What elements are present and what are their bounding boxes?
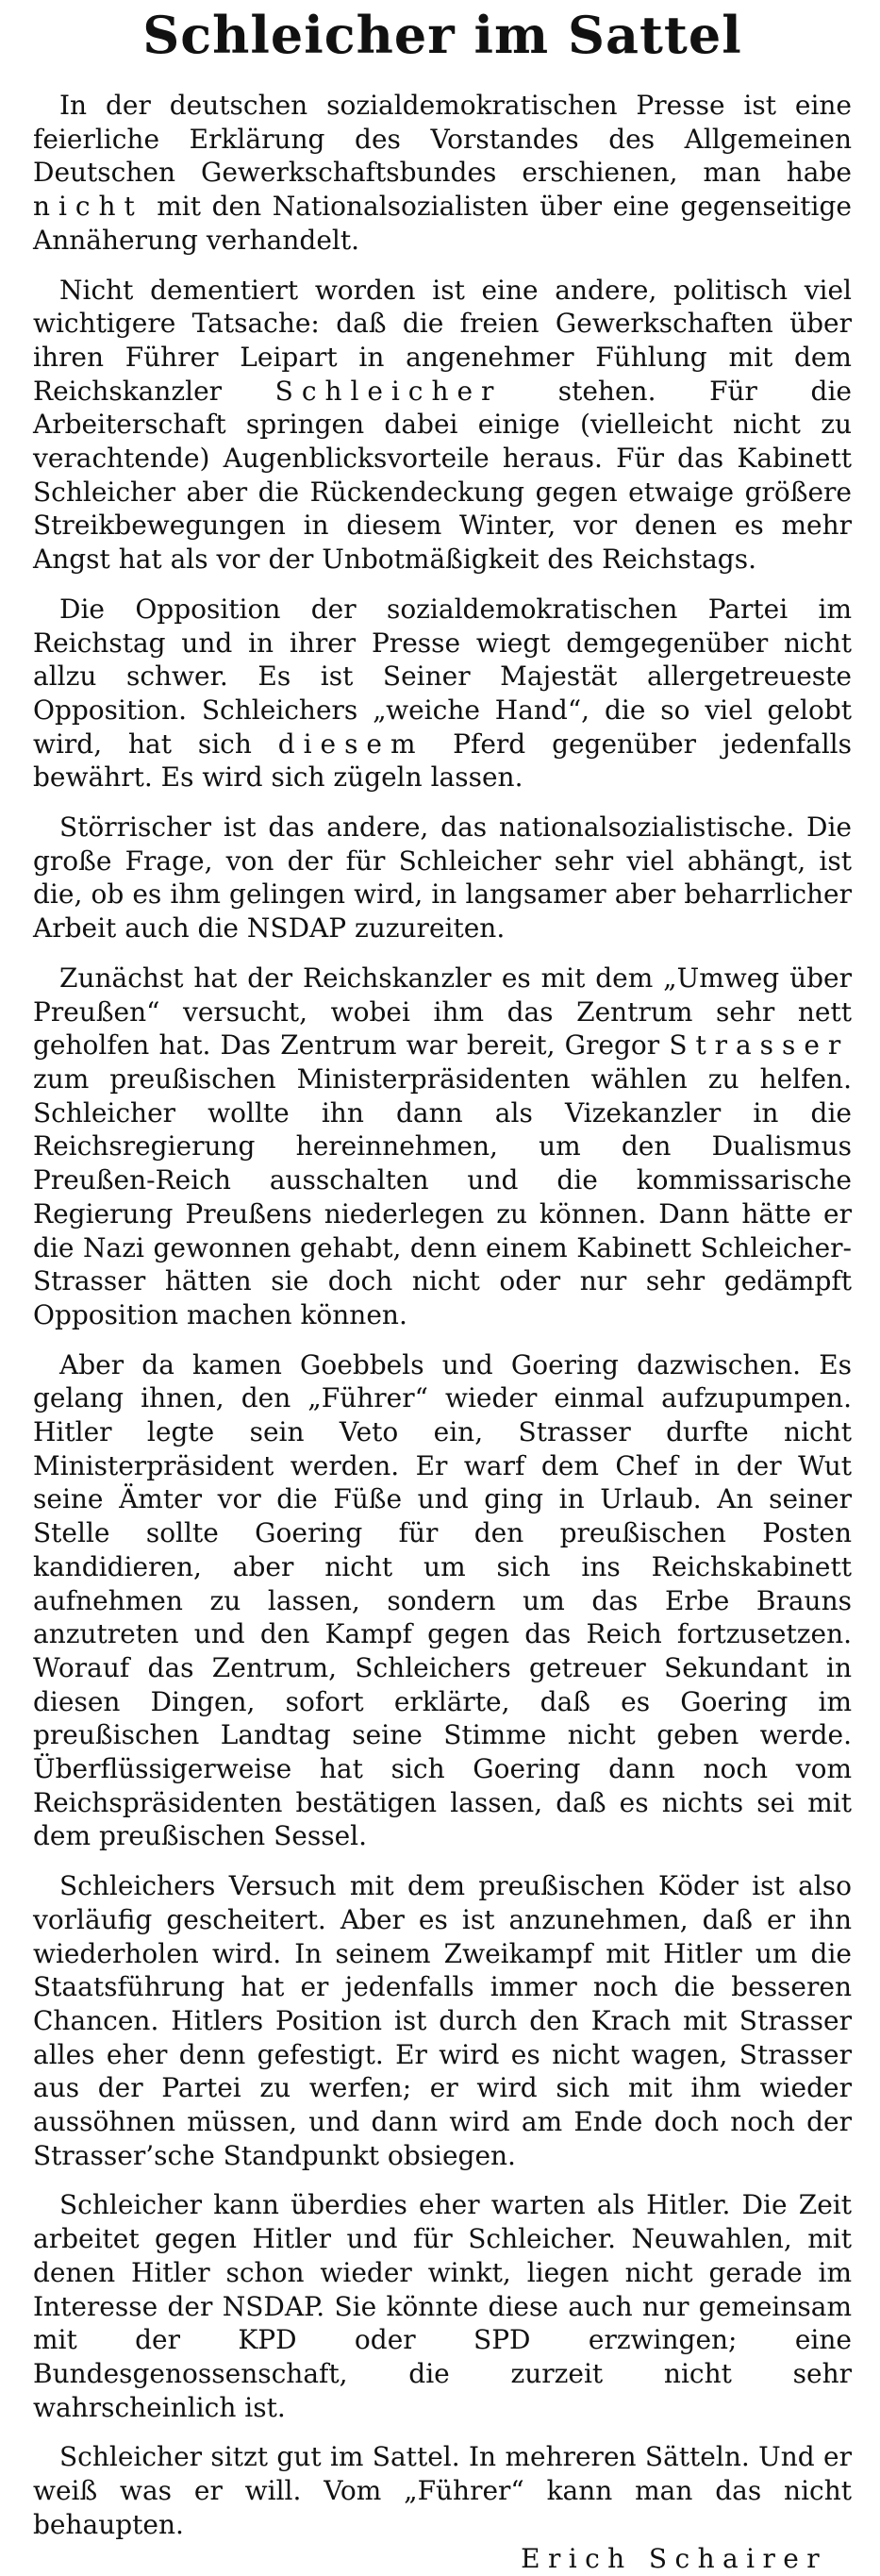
paragraph (33, 811, 852, 945)
paragraph (33, 593, 852, 795)
text-run: mit den Nationalsozialisten über eine gegenseitige Annäherung verhandelt. (33, 191, 852, 256)
paragraph (33, 2440, 852, 2541)
paragraph (33, 962, 852, 1332)
paragraph (33, 1869, 852, 2172)
spaced-emphasis: nicht (33, 191, 143, 223)
article (33, 0, 852, 2576)
text-run: Störrischer ist das andere, das nationalsozialistische. Die große Frage, von der für Schleicher sehr viel abhängt, ist die, ob es ihm gelingen wird, in langsamer aber beharrlicher Arbeit auch die NSDAP zuzureiten. (33, 811, 852, 945)
byline: Erich Schairer (521, 2542, 827, 2574)
text-run: Schleicher sitzt gut im Sattel. In mehreren Sätteln. Und er weiß was er will. Vom „Führer“ kann man das nicht behaupten. (33, 2441, 852, 2540)
text-run: stehen. Für die Arbeiterschaft springen dabei einige (vielleicht nicht zu verachtende) Augenblicksvorteile heraus. Für das Kabinett Schleicher aber die Rückendeckung gegen etwaige größere Streikbewegungen in diesem Winter, vor denen es mehr Angst hat als vor der Unbotmäßigkeit des Reichstags. (33, 375, 852, 576)
spaced-emphasis: diesem (277, 728, 424, 760)
text-run: Schleichers Versuch mit dem preußischen Köder ist also vorläufig gescheitert. Aber es ist anzunehmen, daß er ihn wiederholen wird. In seinem Zweikampf mit Hitler um die Staatsführung hat er jedenfalls immer noch die besseren Chancen. Hitlers Position ist durch den Krach mit Strasser alles eher denn gefestigt. Er wird es nicht wagen, Strasser aus der Partei zu werfen; er wird sich mit ihm wieder aussöhnen müssen, und dann wird am Ende doch noch der Strasser’sche Standpunkt obsiegen. (33, 1870, 852, 2171)
text-run: Pferd gegenüber jedenfalls bewährt. Es wird sich zügeln lassen. (33, 728, 852, 794)
text-run: Schleicher kann überdies eher warten als Hitler. Die Zeit arbeitet gegen Hitler und für Schleicher. Neuwahlen, mit denen Hitler schon wieder winkt, liegen nicht gerade im Interesse der NSDAP. Sie könnte diese auch nur gemeinsam mit der KPD oder SPD erzwingen; eine Bundesgenossenschaft, die zurzeit nicht sehr wahrscheinlich ist. (33, 2189, 852, 2423)
text-run: Nicht dementiert worden ist eine andere, politisch viel wichtigere Tatsache: daß die freien Gewerkschaften über ihren Führer Leipart in angenehmer Fühlung mit dem Reichskanzler (33, 274, 852, 407)
paragraph (33, 2188, 852, 2424)
paragraph (33, 1348, 852, 1854)
paragraph (33, 274, 852, 577)
paragraph (33, 89, 852, 258)
text-run: Die Opposition der sozialdemokratischen Partei im Reichstag und in ihrer Presse wiegt demgegenüber nicht allzu schwer. Es ist Seiner Majestät allergetreueste Opposition. Schleichers „weiche Hand“, die so viel gelobt wird, hat sich (33, 593, 852, 760)
text-run: zum preußischen Ministerpräsidenten wählen zu helfen. Schleicher wollte ihn dann als Vizekanzler in die Reichsregierung hereinnehmen, um den Dualismus Preußen-Reich ausschalten und die kommissarische Regierung Preußens niederlegen zu können. Dann hätte er die Nazi gewonnen gehabt, denn einem Kabinett Schleicher-Strasser hätten sie doch nicht oder nur sehr gedämpft Opposition machen können. (33, 1062, 852, 1330)
text-run: Zunächst hat der Reichskanzler es mit dem „Umweg über Preußen“ versucht, wobei ihm das Zentrum sehr nett geholfen hat. Das Zentrum war bereit, Gregor (33, 962, 852, 1062)
headline: Schleicher im Sattel (142, 5, 742, 65)
spaced-emphasis: Strasser (669, 1029, 850, 1062)
text-run: In der deutschen sozialdemokratischen Presse ist eine feierliche Erklärung des Vorstandes des Allgemeinen Deutschen Gewerkschaftsbundes erschienen, man habe (33, 90, 852, 189)
text-run: Aber da kamen Goebbels und Goering dazwischen. Es gelang ihnen, den „Führer“ wieder einmal aufzupumpen. Hitler legte sein Veto ein, Strasser durfte nicht Ministerpräsident werden. Er warf dem Chef in der Wut seine Ämter vor die Füße und ging in Urlaub. An seiner Stelle sollte Goering für den preußischen Posten kandidieren, aber nicht um sich ins Reichskabinett aufnehmen zu lassen, sondern um das Erbe Brauns anzutreten und den Kampf gegen das Reich fortzusetzen. Worauf das Zentrum, Schleichers getreuer Sekundant in diesen Dingen, sofort erklärte, daß es Goering im preußischen Landtag seine Stimme nicht geben werde. Überflüssigerweise hat sich Goering dann noch vom Reichspräsidenten bestätigen lassen, daß es nichts sei mit dem preußischen Sessel. (33, 1348, 852, 1852)
spaced-emphasis: Schleicher (274, 375, 503, 407)
